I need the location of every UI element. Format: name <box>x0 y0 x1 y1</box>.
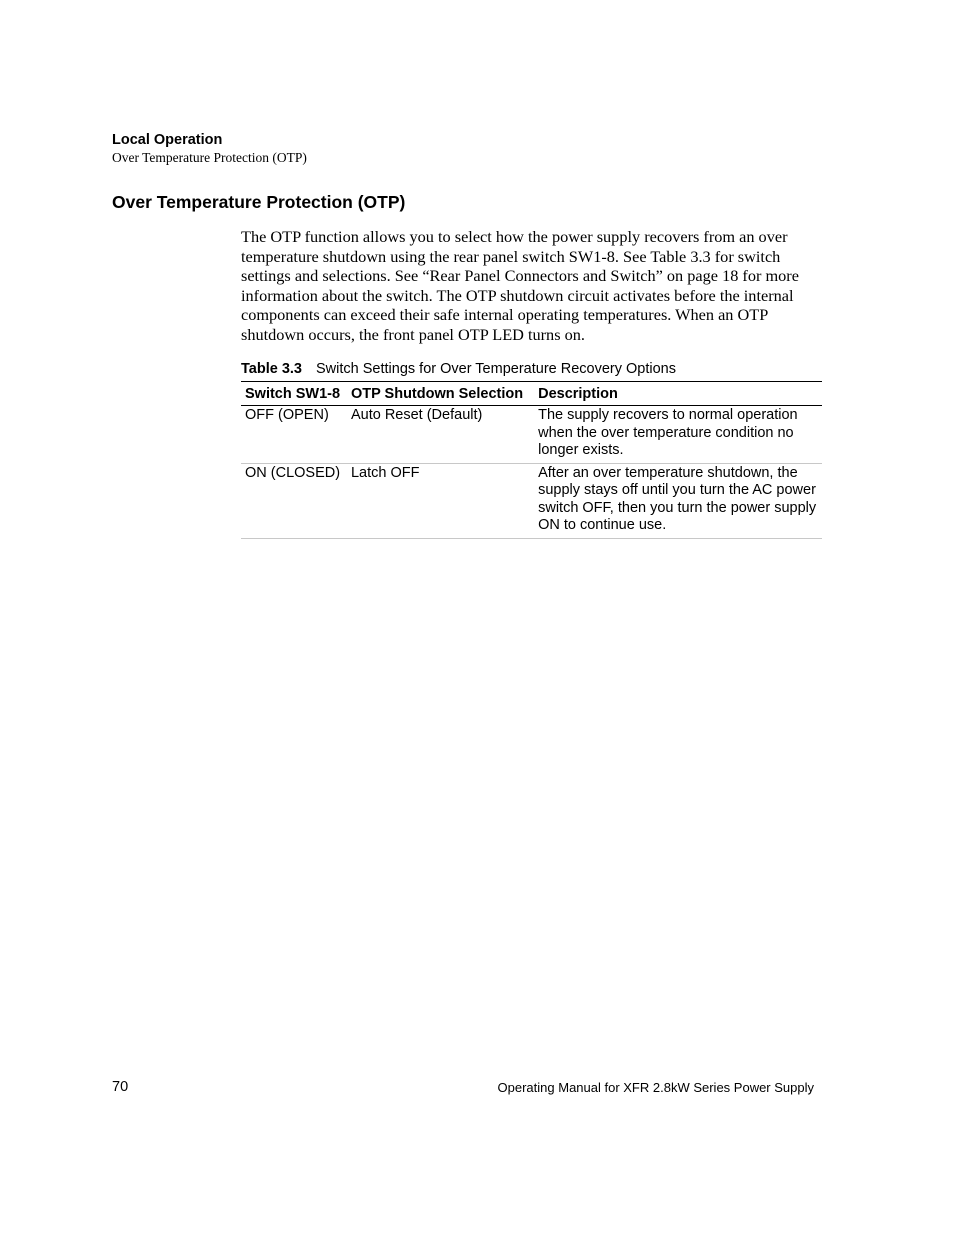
footer-page-number: 70 <box>112 1079 129 1095</box>
table-header-switch: Switch SW1-8 <box>245 386 341 402</box>
table-cell-switch: OFF (OPEN) <box>245 407 329 424</box>
switch-settings-table <box>241 381 822 539</box>
table-row <box>241 406 822 464</box>
footer-manual-title: Operating Manual for XFR 2.8kW Series Power Supply <box>497 1080 814 1095</box>
table-caption-text: Switch Settings for Over Temperature Recovery Options <box>316 361 676 377</box>
table-header-description: Description <box>538 386 618 402</box>
running-head <box>112 131 307 167</box>
body-paragraph: The OTP function allows you to select how the power supply recovers from an over temperature shutdown using the rear panel switch SW1-8. See Table 3.3 for switch settings and selections. See “Rear Panel Connectors and Switch” on page 18 for more information about the switch. The OTP shutdown circuit activates before the internal components can exceed their safe internal operating temperatures. When an OTP shutdown occurs, the front panel OTP LED turns on. <box>241 227 799 344</box>
table-header-row <box>241 382 822 406</box>
section-heading: Over Temperature Protection (OTP) <box>112 192 406 212</box>
table-cell-description: After an over temperature shutdown, the supply stays off until you turn the AC power switch OFF, then you turn the power supply ON to continue use. <box>538 465 817 534</box>
table-header-selection: OTP Shutdown Selection <box>350 386 524 402</box>
table-cell-selection: Latch OFF <box>350 465 420 482</box>
table-caption <box>241 360 676 378</box>
table-cell-description: The supply recovers to normal operation when the over temperature condition no longer exists. <box>538 407 798 458</box>
table-caption-label: Table 3.3 <box>241 361 302 377</box>
table-row <box>241 464 822 539</box>
table-cell-selection: Auto Reset (Default) <box>350 407 483 424</box>
running-head-section: Over Temperature Protection (OTP) <box>112 150 307 165</box>
running-head-chapter: Local Operation <box>112 132 223 148</box>
table-cell-switch: ON (CLOSED) <box>245 465 341 482</box>
